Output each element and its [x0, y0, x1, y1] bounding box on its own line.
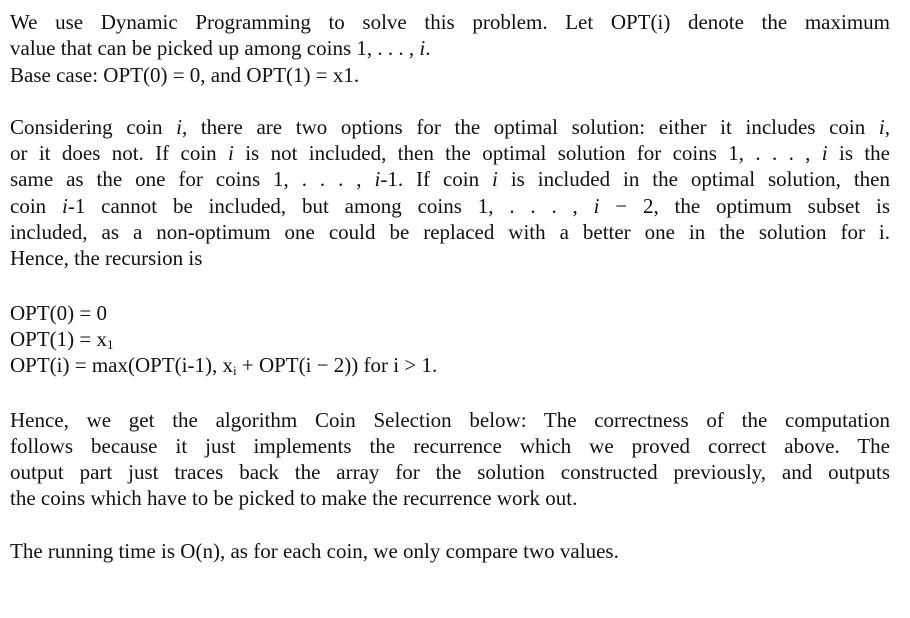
- paragraph-gap: [10, 512, 890, 538]
- algorithm-line-3: output part just traces back the array for the solution constructed previously, and outputs: [10, 460, 890, 485]
- reasoning-paragraph: [10, 114, 890, 272]
- algorithm-line-1: Hence, we get the algorithm Coin Selection below: The correctness of the computation: [10, 407, 890, 432]
- recurrence-general: OPT(i) = max(OPT(i-1), $x_i + OPT(i - 2)$) for i > 1.: [10, 353, 438, 379]
- recurrence-base-1: $OPT(1) = x_1$: [10, 326, 114, 352]
- recurrence-block: [10, 300, 890, 379]
- algorithm-line-2: follows because it just implements the recurrence which we proved correct above. The: [10, 433, 890, 458]
- paragraph-gap: [10, 88, 890, 114]
- intro-line-2: value that can be picked up among coins 1, . . . , i.: [10, 36, 431, 61]
- reasoning-line-4: coin i-1 cannot be included, but among coins 1, . . . , i − 2, the optimum subset is: [10, 193, 891, 218]
- intro-line-1: We use Dynamic Programming to solve this problem. Let OPT(i) denote the maximum: [10, 10, 890, 34]
- recurrence-base-0: OPT(0) = 0: [10, 300, 108, 325]
- paragraph-gap: [10, 272, 890, 300]
- paragraph-gap: [10, 379, 890, 407]
- reasoning-line-1: Considering coin i, there are two options for the optimal solution: either it includes coin i,: [10, 114, 890, 139]
- base-case-line: Base case: OPT(0) = 0, and OPT(1) = x1.: [10, 62, 360, 87]
- intro-paragraph: [10, 9, 890, 88]
- running-time-line: The running time is O(n), as for each coin, we only compare two values.: [10, 538, 619, 563]
- reasoning-line-5: included, as a non-optimum one could be replaced with a better one in the solution for i.: [10, 220, 890, 245]
- algorithm-paragraph: [10, 407, 890, 512]
- algorithm-line-4: the coins which have to be picked to make the recurrence work out.: [10, 486, 578, 511]
- running-time-paragraph: [10, 538, 890, 564]
- reasoning-line-6: Hence, the recursion is: [10, 246, 203, 271]
- reasoning-line-3: same as the one for coins 1, . . . , i-1. If coin i is included in the optimal solution, then: [10, 167, 890, 192]
- reasoning-line-2: or it does not. If coin i is not included, then the optimal solution for coins 1, . . . , i is the: [10, 141, 890, 166]
